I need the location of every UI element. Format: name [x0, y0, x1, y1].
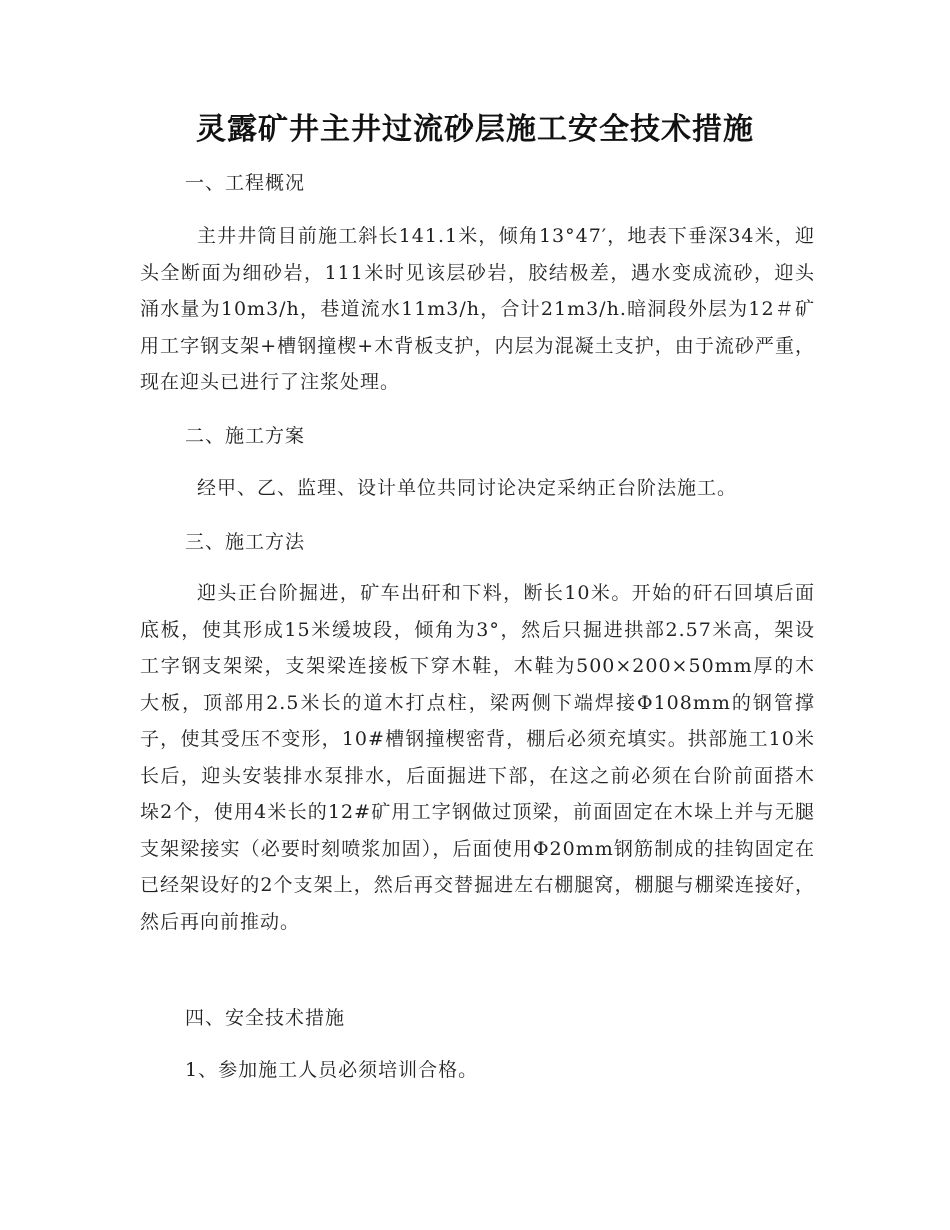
- safety-item-1: 1、参加施工人员必须培训合格。: [185, 1059, 479, 1081]
- section-heading-safety: 四、安全技术措施: [185, 1007, 346, 1029]
- document-title: 灵露矿井主井过流砂层施工安全技术措施: [196, 112, 754, 147]
- paragraph-overview: 主井井筒目前施工斜长141.1米，倾角13°47′，地表下垂深34米，迎头全断面为细砂岩，111米时见该层砂岩，胶结极差，遇水变成流砂，迎头涌水量为10m3/h，巷道流水11m3/h，合计21m3/h.暗洞段外层为12＃矿用工字钢支架+槽钢撞楔+木背板支护，内层为混凝土支护，由于流砂严重，现在迎头已进行了注浆处理。: [140, 225, 815, 393]
- section-heading-method: 三、施工方法: [185, 531, 306, 553]
- section-heading-plan: 二、施工方案: [185, 425, 306, 447]
- paragraph-plan: 经甲、乙、监理、设计单位共同讨论决定采纳正台阶法施工。: [197, 477, 738, 499]
- paragraph-method: 迎头正台阶掘进，矿车出矸和下料，断长10米。开始的矸石回填后面底板，使其形成15米缓坡段，倾角为3°，然后只掘进拱部2.57米高，架设工字钢支架梁，支架梁连接板下穿木鞋，木鞋为500×200×50mm厚的木大板，顶部用2.5米长的道木打点柱，梁两侧下端焊接Φ108mm的钢管撑子，使其受压不变形，10#槽钢撞楔密背，棚后必须充填实。拱部施工10米长后，迎头安装排水泵排水，后面掘进下部，在这之前必须在台阶前面搭木垛2个，使用4米长的12#矿用工字钢做过顶梁，前面固定在木垛上并与无腿支架梁接实（必要时刻喷浆加固），后面使用Φ20mm钢筋制成的挂钩固定在已经架设好的2个支架上，然后再交替掘进左右棚腿窝，棚腿与棚梁连接好，然后再向前推动。: [140, 582, 815, 933]
- section-heading-overview: 一、工程概况: [185, 172, 306, 194]
